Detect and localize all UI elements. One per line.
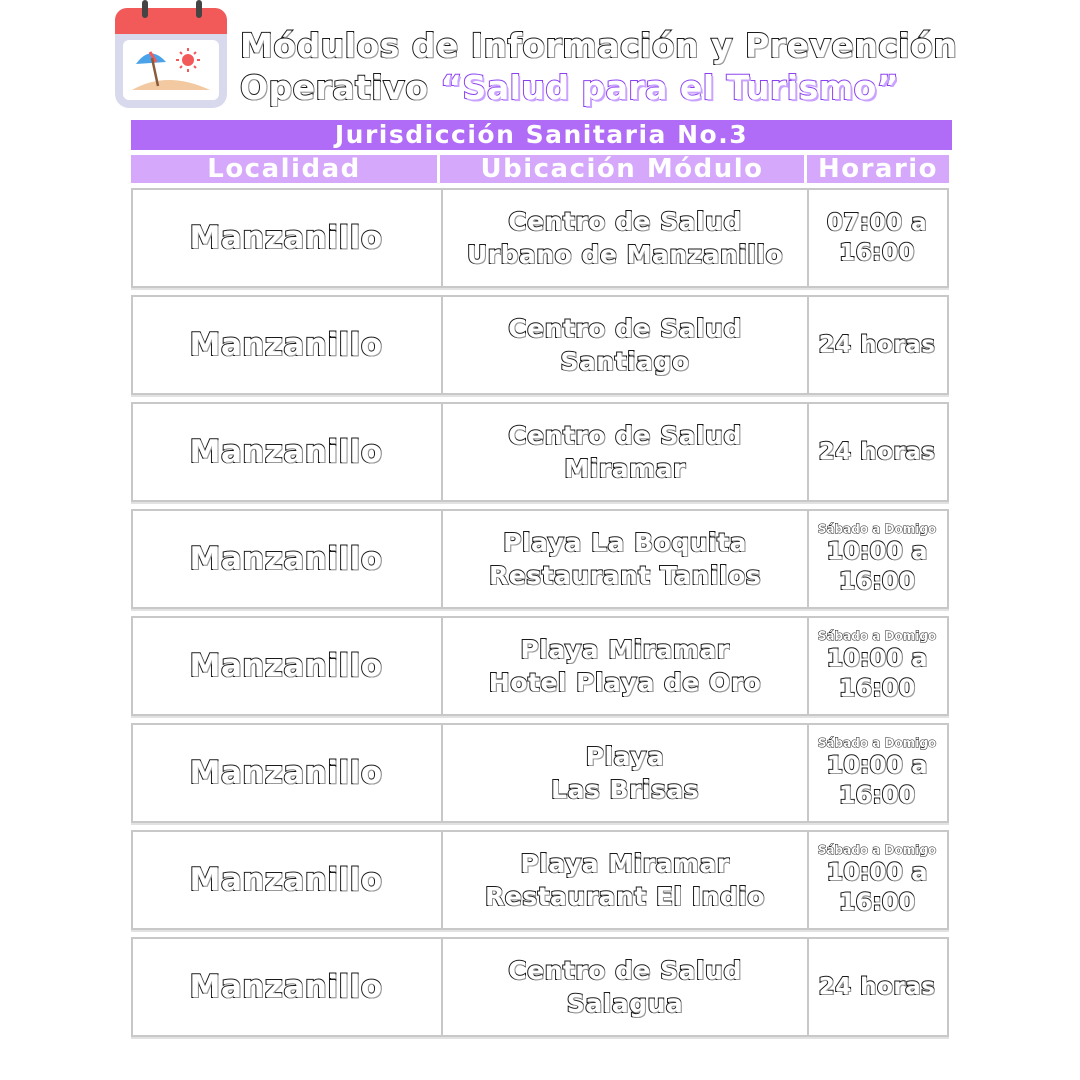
- ubicacion-line-1: Centro de Salud: [508, 314, 742, 343]
- ubicacion-line-2: Hotel Playa de Oro: [488, 668, 762, 697]
- ubicacion-line-2: Miramar: [564, 454, 686, 483]
- table-row: [131, 509, 949, 609]
- ubicacion-line-2: Salagua: [566, 989, 684, 1018]
- table-row: [131, 295, 949, 395]
- title-line-2: [240, 68, 899, 108]
- cell-horario: [807, 832, 947, 928]
- ubicacion-line-2: Santiago: [560, 347, 690, 376]
- cell-horario: [807, 939, 947, 1035]
- cell-ubicacion: [441, 404, 809, 500]
- ubicacion-line-2: Restaurant El Indio: [485, 882, 765, 911]
- cell-horario: [807, 297, 947, 393]
- localidad-text: Manzanillo: [189, 220, 383, 256]
- cell-localidad: [133, 618, 439, 714]
- localidad-text: Manzanillo: [189, 862, 383, 898]
- cell-ubicacion: [441, 832, 809, 928]
- cell-localidad: [133, 939, 439, 1035]
- column-header-ubicacion: Ubicación Módulo: [440, 155, 804, 183]
- ubicacion-line-1: Centro de Salud: [508, 956, 742, 985]
- cell-ubicacion: [441, 190, 809, 286]
- horario-line-2: 16:00: [838, 674, 916, 702]
- calendar-beach-icon: [112, 0, 230, 112]
- cell-horario: [807, 725, 947, 821]
- column-header-localidad: Localidad: [131, 155, 437, 183]
- title-prefix: Operativo: [240, 68, 441, 107]
- horario-line-1: 07:00 a: [826, 210, 928, 236]
- cell-ubicacion: [441, 511, 809, 607]
- column-header-horario: Horario: [807, 155, 949, 183]
- horario-dias: Sábado a Domigo: [817, 522, 937, 536]
- ubicacion-line-2: Urbano de Manzanillo: [466, 240, 784, 269]
- horario-dias: Sábado a Domigo: [817, 843, 937, 857]
- horario-line-2: 16:00: [838, 888, 916, 916]
- horario-line-1: 10:00 a: [826, 537, 928, 565]
- horario-line-2: 16:00: [838, 567, 916, 595]
- table-row: [131, 937, 949, 1037]
- table-row: [131, 188, 949, 288]
- horario-dias: Sábado a Domigo: [817, 736, 937, 750]
- table-row: [131, 723, 949, 823]
- ubicacion-line-1: Playa La Boquita: [503, 528, 747, 557]
- horario-line-2: 16:00: [838, 781, 916, 809]
- horario-line-2: 16:00: [839, 240, 915, 266]
- header: [0, 0, 1080, 115]
- cell-localidad: [133, 832, 439, 928]
- cell-localidad: [133, 297, 439, 393]
- horario-text: 24 horas: [818, 439, 936, 465]
- localidad-text: Manzanillo: [189, 541, 383, 577]
- ubicacion-line-1: Playa Miramar: [520, 635, 730, 664]
- cell-ubicacion: [441, 939, 809, 1035]
- ubicacion-line-1: Playa Miramar: [520, 849, 730, 878]
- cell-ubicacion: [441, 297, 809, 393]
- localidad-text: Manzanillo: [189, 969, 383, 1005]
- cell-horario: [807, 618, 947, 714]
- localidad-text: Manzanillo: [189, 648, 383, 684]
- localidad-text: Manzanillo: [189, 434, 383, 470]
- horario-text: 24 horas: [818, 974, 936, 1000]
- table-row: [131, 830, 949, 930]
- horario-text: 24 horas: [818, 332, 936, 358]
- ubicacion-line-1: Centro de Salud: [508, 421, 742, 450]
- cell-ubicacion: [441, 618, 809, 714]
- cell-localidad: [133, 511, 439, 607]
- cell-horario: [807, 404, 947, 500]
- horario-line-1: 10:00 a: [826, 858, 928, 886]
- horario-line-1: 10:00 a: [826, 751, 928, 779]
- cell-horario: [807, 190, 947, 286]
- table-row: [131, 616, 949, 716]
- ubicacion-line-2: Las Brisas: [551, 775, 699, 804]
- ubicacion-line-1: Playa: [585, 742, 665, 771]
- cell-ubicacion: [441, 725, 809, 821]
- localidad-text: Manzanillo: [189, 755, 383, 791]
- cell-localidad: [133, 190, 439, 286]
- table-row: [131, 402, 949, 502]
- title-line-1: Módulos de Información y Prevención: [240, 26, 958, 65]
- ubicacion-line-1: Centro de Salud: [508, 207, 742, 236]
- cell-horario: [807, 511, 947, 607]
- localidad-text: Manzanillo: [189, 327, 383, 363]
- ubicacion-line-2: Restaurant Tanilos: [488, 561, 762, 590]
- horario-dias: Sábado a Domigo: [817, 629, 937, 643]
- horario-line-1: 10:00 a: [826, 644, 928, 672]
- cell-localidad: [133, 725, 439, 821]
- campaign-name: “Salud para el Turismo”: [440, 68, 899, 107]
- jurisdiction-banner: Jurisdicción Sanitaria No.3: [131, 120, 952, 150]
- cell-localidad: [133, 404, 439, 500]
